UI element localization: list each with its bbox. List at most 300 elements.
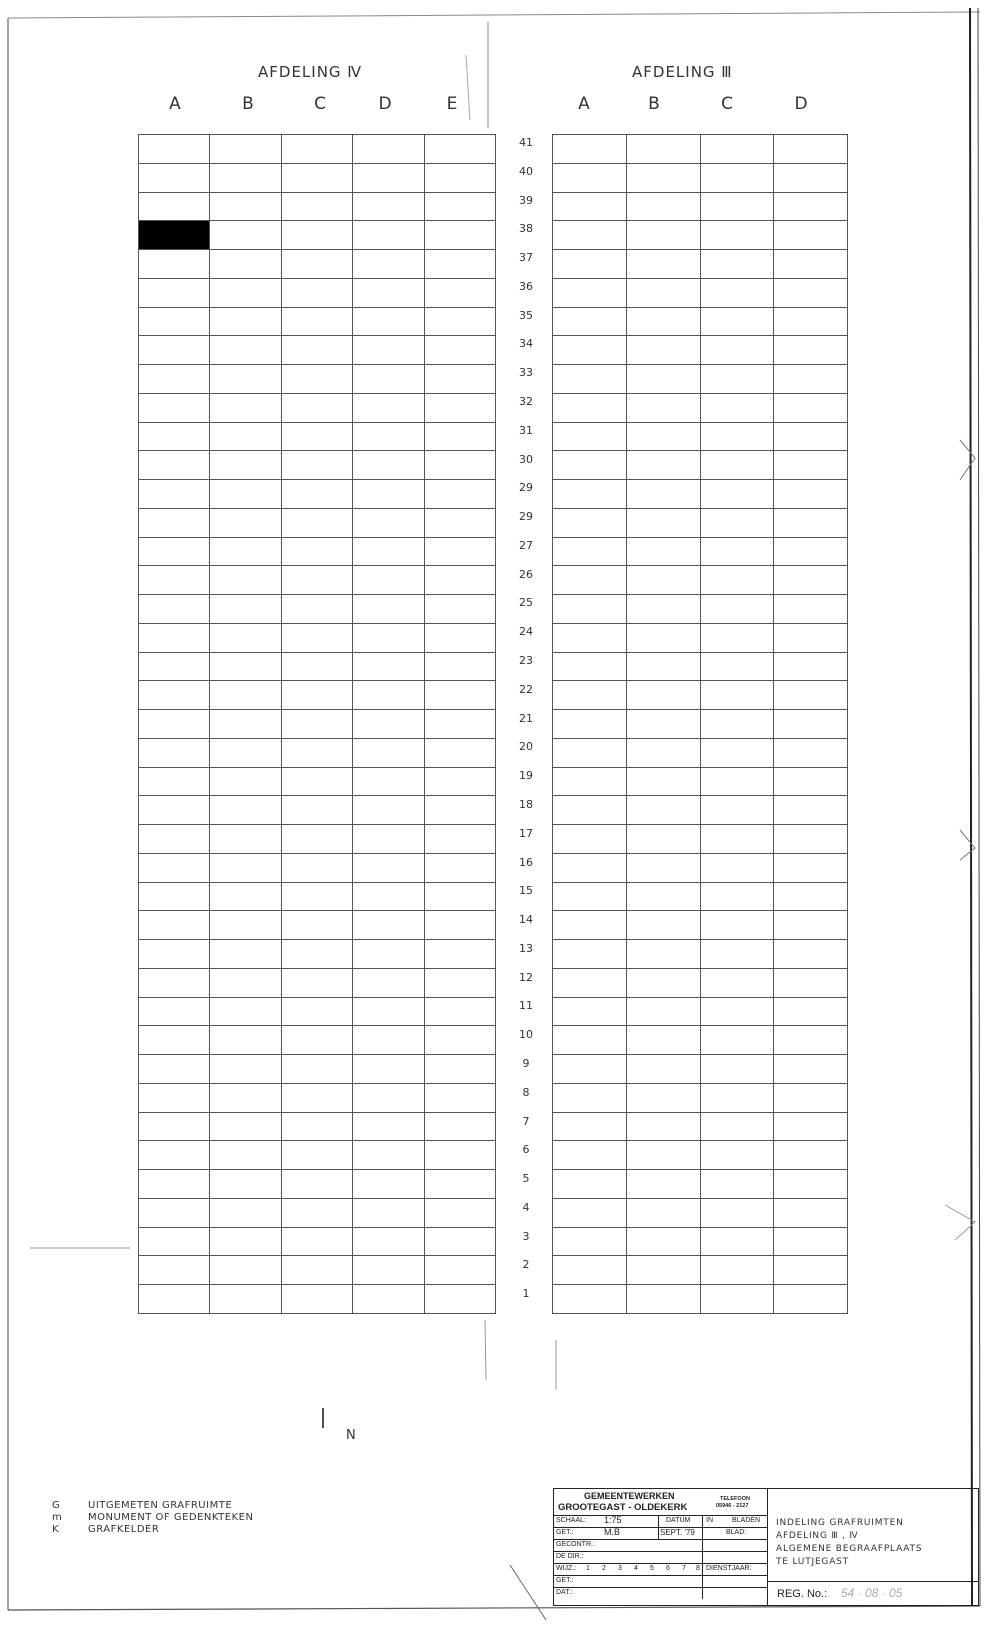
grave-plot[interactable] bbox=[281, 1141, 352, 1170]
grave-plot[interactable] bbox=[774, 135, 848, 164]
grave-plot[interactable] bbox=[281, 1285, 352, 1314]
grave-plot[interactable] bbox=[353, 997, 424, 1026]
grave-plot[interactable] bbox=[700, 221, 774, 250]
grave-plot[interactable] bbox=[424, 796, 495, 825]
grave-plot[interactable] bbox=[700, 940, 774, 969]
grave-plot[interactable] bbox=[626, 623, 700, 652]
grave-plot[interactable] bbox=[774, 163, 848, 192]
grave-plot[interactable] bbox=[553, 422, 627, 451]
grave-plot[interactable] bbox=[553, 250, 627, 279]
grave-plot[interactable] bbox=[626, 1170, 700, 1199]
grave-plot[interactable] bbox=[700, 825, 774, 854]
grave-plot[interactable] bbox=[700, 1026, 774, 1055]
grave-plot[interactable] bbox=[626, 968, 700, 997]
grave-plot[interactable] bbox=[139, 278, 210, 307]
grave-plot[interactable] bbox=[353, 1112, 424, 1141]
grave-plot[interactable] bbox=[553, 767, 627, 796]
grave-plot[interactable] bbox=[281, 1227, 352, 1256]
grave-plot[interactable] bbox=[774, 307, 848, 336]
grave-plot[interactable] bbox=[774, 652, 848, 681]
grave-plot[interactable] bbox=[424, 278, 495, 307]
grave-plot[interactable] bbox=[700, 250, 774, 279]
grave-plot[interactable] bbox=[353, 853, 424, 882]
grave-plot[interactable] bbox=[424, 250, 495, 279]
grave-plot[interactable] bbox=[700, 1112, 774, 1141]
grave-plot[interactable] bbox=[424, 997, 495, 1026]
grave-plot[interactable] bbox=[553, 1285, 627, 1314]
grave-plot[interactable] bbox=[700, 1285, 774, 1314]
grave-plot[interactable] bbox=[353, 135, 424, 164]
grave-plot[interactable] bbox=[353, 1227, 424, 1256]
grave-plot[interactable] bbox=[353, 393, 424, 422]
grave-plot[interactable] bbox=[626, 422, 700, 451]
grave-plot[interactable] bbox=[424, 710, 495, 739]
grave-plot[interactable] bbox=[281, 480, 352, 509]
grave-plot[interactable] bbox=[424, 307, 495, 336]
grave-plot[interactable] bbox=[700, 1170, 774, 1199]
grave-plot[interactable] bbox=[353, 767, 424, 796]
grave-plot[interactable] bbox=[139, 796, 210, 825]
grave-plot[interactable] bbox=[139, 940, 210, 969]
grave-plot[interactable] bbox=[626, 163, 700, 192]
grave-plot[interactable] bbox=[424, 652, 495, 681]
grave-plot[interactable] bbox=[553, 307, 627, 336]
grave-plot[interactable] bbox=[774, 1026, 848, 1055]
grave-plot[interactable] bbox=[626, 796, 700, 825]
grave-plot[interactable] bbox=[353, 566, 424, 595]
grave-plot[interactable] bbox=[626, 1083, 700, 1112]
grave-plot[interactable] bbox=[774, 1227, 848, 1256]
grave-plot[interactable] bbox=[424, 365, 495, 394]
grave-plot[interactable] bbox=[626, 825, 700, 854]
grave-plot[interactable] bbox=[353, 825, 424, 854]
grave-plot[interactable] bbox=[353, 968, 424, 997]
grave-plot[interactable] bbox=[139, 480, 210, 509]
grave-plot[interactable] bbox=[353, 221, 424, 250]
grave-plot[interactable] bbox=[626, 1026, 700, 1055]
grave-plot[interactable] bbox=[210, 336, 281, 365]
grave-plot[interactable] bbox=[700, 1141, 774, 1170]
grave-plot[interactable] bbox=[353, 422, 424, 451]
grave-plot[interactable] bbox=[553, 911, 627, 940]
grave-plot[interactable] bbox=[626, 566, 700, 595]
grave-plot[interactable] bbox=[353, 595, 424, 624]
grave-plot[interactable] bbox=[353, 1256, 424, 1285]
grave-plot[interactable] bbox=[424, 681, 495, 710]
grave-plot[interactable] bbox=[281, 566, 352, 595]
grave-plot[interactable] bbox=[281, 1026, 352, 1055]
grave-plot[interactable] bbox=[210, 393, 281, 422]
grave-plot[interactable] bbox=[139, 623, 210, 652]
grave-plot[interactable] bbox=[353, 537, 424, 566]
grave-plot[interactable] bbox=[700, 710, 774, 739]
grave-plot[interactable] bbox=[281, 1083, 352, 1112]
grave-plot[interactable] bbox=[210, 1285, 281, 1314]
grave-plot[interactable] bbox=[281, 997, 352, 1026]
grave-plot[interactable] bbox=[353, 508, 424, 537]
grave-plot[interactable] bbox=[553, 508, 627, 537]
grave-plot[interactable] bbox=[210, 882, 281, 911]
grave-plot[interactable] bbox=[424, 480, 495, 509]
grave-plot[interactable] bbox=[626, 451, 700, 480]
grave-plot[interactable] bbox=[774, 336, 848, 365]
grave-plot[interactable] bbox=[210, 997, 281, 1026]
grave-plot[interactable] bbox=[553, 940, 627, 969]
grave-plot[interactable] bbox=[210, 278, 281, 307]
grave-plot[interactable] bbox=[281, 853, 352, 882]
grave-plot[interactable] bbox=[139, 1026, 210, 1055]
grave-plot[interactable] bbox=[139, 566, 210, 595]
grave-plot[interactable] bbox=[700, 1083, 774, 1112]
grave-plot[interactable] bbox=[774, 192, 848, 221]
grave-plot[interactable] bbox=[424, 968, 495, 997]
grave-plot[interactable] bbox=[424, 1256, 495, 1285]
grave-plot[interactable] bbox=[210, 508, 281, 537]
grave-plot[interactable] bbox=[553, 365, 627, 394]
grave-plot[interactable] bbox=[774, 365, 848, 394]
grave-plot[interactable] bbox=[139, 307, 210, 336]
grave-plot[interactable] bbox=[424, 825, 495, 854]
grave-plot[interactable] bbox=[210, 451, 281, 480]
grave-plot[interactable] bbox=[210, 135, 281, 164]
grave-plot[interactable] bbox=[774, 681, 848, 710]
grave-plot[interactable] bbox=[210, 537, 281, 566]
grave-plot[interactable] bbox=[139, 1198, 210, 1227]
grave-plot[interactable] bbox=[774, 796, 848, 825]
grave-plot[interactable] bbox=[553, 652, 627, 681]
grave-plot[interactable] bbox=[424, 738, 495, 767]
grave-plot[interactable] bbox=[553, 710, 627, 739]
grave-plot[interactable] bbox=[281, 1198, 352, 1227]
grave-plot[interactable] bbox=[281, 940, 352, 969]
grave-plot[interactable] bbox=[210, 595, 281, 624]
grave-plot[interactable] bbox=[553, 1112, 627, 1141]
grave-plot[interactable] bbox=[626, 911, 700, 940]
grave-plot[interactable] bbox=[139, 681, 210, 710]
grave-plot[interactable] bbox=[281, 163, 352, 192]
grave-plot[interactable] bbox=[700, 278, 774, 307]
grave-plot[interactable] bbox=[700, 365, 774, 394]
grave-plot[interactable] bbox=[553, 853, 627, 882]
grave-plot[interactable] bbox=[281, 1170, 352, 1199]
grave-plot[interactable] bbox=[774, 825, 848, 854]
grave-plot[interactable] bbox=[774, 221, 848, 250]
grave-plot[interactable] bbox=[210, 652, 281, 681]
grave-plot[interactable] bbox=[210, 911, 281, 940]
grave-plot[interactable] bbox=[139, 1170, 210, 1199]
grave-plot[interactable] bbox=[626, 537, 700, 566]
grave-plot[interactable] bbox=[774, 422, 848, 451]
grave-plot[interactable] bbox=[626, 508, 700, 537]
grave-plot[interactable] bbox=[774, 1285, 848, 1314]
grave-plot[interactable] bbox=[626, 652, 700, 681]
grave-plot[interactable] bbox=[553, 221, 627, 250]
grave-plot[interactable] bbox=[774, 968, 848, 997]
grave-plot[interactable] bbox=[424, 1170, 495, 1199]
grave-plot[interactable] bbox=[553, 278, 627, 307]
grave-plot[interactable] bbox=[139, 710, 210, 739]
grave-plot[interactable] bbox=[281, 135, 352, 164]
grave-plot[interactable] bbox=[139, 508, 210, 537]
grave-plot[interactable] bbox=[424, 1026, 495, 1055]
grave-plot[interactable] bbox=[281, 422, 352, 451]
grave-plot[interactable] bbox=[353, 796, 424, 825]
grave-plot[interactable] bbox=[774, 393, 848, 422]
grave-plot[interactable] bbox=[424, 1055, 495, 1084]
grave-plot[interactable] bbox=[424, 1227, 495, 1256]
grave-plot[interactable] bbox=[281, 710, 352, 739]
grave-plot[interactable] bbox=[139, 1141, 210, 1170]
grave-plot[interactable] bbox=[553, 681, 627, 710]
grave-plot[interactable] bbox=[281, 250, 352, 279]
grave-plot-occupied[interactable] bbox=[139, 221, 210, 250]
grave-plot[interactable] bbox=[700, 135, 774, 164]
grave-plot[interactable] bbox=[553, 1083, 627, 1112]
grave-plot[interactable] bbox=[424, 508, 495, 537]
grave-plot[interactable] bbox=[353, 1170, 424, 1199]
grave-plot[interactable] bbox=[774, 1055, 848, 1084]
grave-plot[interactable] bbox=[353, 336, 424, 365]
grave-plot[interactable] bbox=[139, 652, 210, 681]
grave-plot[interactable] bbox=[139, 336, 210, 365]
grave-plot[interactable] bbox=[553, 1256, 627, 1285]
grave-plot[interactable] bbox=[281, 192, 352, 221]
grave-plot[interactable] bbox=[139, 537, 210, 566]
grave-plot[interactable] bbox=[774, 940, 848, 969]
grave-plot[interactable] bbox=[774, 710, 848, 739]
grave-plot[interactable] bbox=[553, 738, 627, 767]
grave-plot[interactable] bbox=[353, 1141, 424, 1170]
grave-plot[interactable] bbox=[210, 1083, 281, 1112]
grave-plot[interactable] bbox=[774, 1141, 848, 1170]
grave-plot[interactable] bbox=[281, 336, 352, 365]
grave-plot[interactable] bbox=[210, 1026, 281, 1055]
grave-plot[interactable] bbox=[553, 1141, 627, 1170]
grave-plot[interactable] bbox=[139, 163, 210, 192]
grave-plot[interactable] bbox=[626, 192, 700, 221]
grave-plot[interactable] bbox=[424, 566, 495, 595]
grave-plot[interactable] bbox=[700, 652, 774, 681]
grave-plot[interactable] bbox=[424, 537, 495, 566]
grave-plot[interactable] bbox=[353, 1026, 424, 1055]
grave-plot[interactable] bbox=[774, 480, 848, 509]
grave-plot[interactable] bbox=[281, 595, 352, 624]
grave-plot[interactable] bbox=[139, 825, 210, 854]
grave-plot[interactable] bbox=[424, 135, 495, 164]
grave-plot[interactable] bbox=[700, 911, 774, 940]
grave-plot[interactable] bbox=[281, 623, 352, 652]
grave-plot[interactable] bbox=[353, 623, 424, 652]
grave-plot[interactable] bbox=[626, 250, 700, 279]
grave-plot[interactable] bbox=[774, 853, 848, 882]
grave-plot[interactable] bbox=[700, 997, 774, 1026]
grave-plot[interactable] bbox=[626, 393, 700, 422]
grave-plot[interactable] bbox=[353, 1083, 424, 1112]
grave-plot[interactable] bbox=[424, 451, 495, 480]
grave-plot[interactable] bbox=[774, 1083, 848, 1112]
grave-plot[interactable] bbox=[281, 968, 352, 997]
grave-plot[interactable] bbox=[353, 307, 424, 336]
grave-plot[interactable] bbox=[210, 1112, 281, 1141]
grave-plot[interactable] bbox=[700, 738, 774, 767]
grave-plot[interactable] bbox=[210, 307, 281, 336]
grave-plot[interactable] bbox=[700, 537, 774, 566]
grave-plot[interactable] bbox=[553, 825, 627, 854]
grave-plot[interactable] bbox=[700, 882, 774, 911]
grave-plot[interactable] bbox=[210, 192, 281, 221]
grave-plot[interactable] bbox=[281, 508, 352, 537]
grave-plot[interactable] bbox=[626, 853, 700, 882]
grave-plot[interactable] bbox=[626, 336, 700, 365]
grave-plot[interactable] bbox=[774, 250, 848, 279]
grave-plot[interactable] bbox=[139, 1083, 210, 1112]
grave-plot[interactable] bbox=[700, 853, 774, 882]
grave-plot[interactable] bbox=[424, 221, 495, 250]
grave-plot[interactable] bbox=[553, 393, 627, 422]
grave-plot[interactable] bbox=[700, 1227, 774, 1256]
grave-plot[interactable] bbox=[424, 192, 495, 221]
grave-plot[interactable] bbox=[626, 307, 700, 336]
grave-plot[interactable] bbox=[700, 1198, 774, 1227]
grave-plot[interactable] bbox=[210, 365, 281, 394]
grave-plot[interactable] bbox=[626, 1055, 700, 1084]
grave-plot[interactable] bbox=[281, 652, 352, 681]
grave-plot[interactable] bbox=[774, 566, 848, 595]
grave-plot[interactable] bbox=[424, 1141, 495, 1170]
grave-plot[interactable] bbox=[553, 997, 627, 1026]
grave-plot[interactable] bbox=[626, 480, 700, 509]
grave-plot[interactable] bbox=[353, 710, 424, 739]
grave-plot[interactable] bbox=[353, 250, 424, 279]
grave-plot[interactable] bbox=[281, 1256, 352, 1285]
grave-plot[interactable] bbox=[210, 422, 281, 451]
grave-plot[interactable] bbox=[626, 595, 700, 624]
grave-plot[interactable] bbox=[553, 1198, 627, 1227]
grave-plot[interactable] bbox=[139, 365, 210, 394]
grave-plot[interactable] bbox=[210, 480, 281, 509]
grave-plot[interactable] bbox=[626, 738, 700, 767]
grave-plot[interactable] bbox=[353, 652, 424, 681]
grave-plot[interactable] bbox=[553, 796, 627, 825]
grave-plot[interactable] bbox=[626, 1227, 700, 1256]
grave-plot[interactable] bbox=[626, 135, 700, 164]
grave-plot[interactable] bbox=[774, 882, 848, 911]
grave-plot[interactable] bbox=[139, 968, 210, 997]
grave-plot[interactable] bbox=[139, 1285, 210, 1314]
grave-plot[interactable] bbox=[424, 853, 495, 882]
grave-plot[interactable] bbox=[626, 278, 700, 307]
grave-plot[interactable] bbox=[353, 882, 424, 911]
grave-plot[interactable] bbox=[553, 537, 627, 566]
grave-plot[interactable] bbox=[700, 192, 774, 221]
grave-plot[interactable] bbox=[210, 710, 281, 739]
grave-plot[interactable] bbox=[424, 1198, 495, 1227]
grave-plot[interactable] bbox=[700, 968, 774, 997]
grave-plot[interactable] bbox=[700, 163, 774, 192]
grave-plot[interactable] bbox=[774, 537, 848, 566]
grave-plot[interactable] bbox=[139, 1256, 210, 1285]
grave-plot[interactable] bbox=[210, 221, 281, 250]
grave-plot[interactable] bbox=[700, 508, 774, 537]
grave-plot[interactable] bbox=[626, 997, 700, 1026]
grave-plot[interactable] bbox=[281, 278, 352, 307]
grave-plot[interactable] bbox=[281, 911, 352, 940]
grave-plot[interactable] bbox=[353, 1285, 424, 1314]
grave-plot[interactable] bbox=[774, 738, 848, 767]
grave-plot[interactable] bbox=[626, 1256, 700, 1285]
grave-plot[interactable] bbox=[626, 940, 700, 969]
grave-plot[interactable] bbox=[139, 911, 210, 940]
grave-plot[interactable] bbox=[210, 163, 281, 192]
grave-plot[interactable] bbox=[700, 566, 774, 595]
grave-plot[interactable] bbox=[139, 595, 210, 624]
grave-plot[interactable] bbox=[139, 451, 210, 480]
grave-plot[interactable] bbox=[626, 710, 700, 739]
grave-plot[interactable] bbox=[626, 1112, 700, 1141]
grave-plot[interactable] bbox=[353, 738, 424, 767]
grave-plot[interactable] bbox=[353, 940, 424, 969]
grave-plot[interactable] bbox=[700, 623, 774, 652]
grave-plot[interactable] bbox=[139, 738, 210, 767]
grave-plot[interactable] bbox=[774, 278, 848, 307]
grave-plot[interactable] bbox=[424, 163, 495, 192]
grave-plot[interactable] bbox=[353, 681, 424, 710]
grave-plot[interactable] bbox=[626, 221, 700, 250]
grave-plot[interactable] bbox=[774, 1256, 848, 1285]
grave-plot[interactable] bbox=[139, 1055, 210, 1084]
grave-plot[interactable] bbox=[139, 1112, 210, 1141]
grave-plot[interactable] bbox=[700, 422, 774, 451]
grave-plot[interactable] bbox=[700, 767, 774, 796]
grave-plot[interactable] bbox=[553, 566, 627, 595]
grave-plot[interactable] bbox=[281, 882, 352, 911]
grave-plot[interactable] bbox=[774, 451, 848, 480]
grave-plot[interactable] bbox=[774, 911, 848, 940]
grave-plot[interactable] bbox=[139, 135, 210, 164]
grave-plot[interactable] bbox=[424, 422, 495, 451]
grave-plot[interactable] bbox=[139, 250, 210, 279]
grave-plot[interactable] bbox=[281, 221, 352, 250]
grave-plot[interactable] bbox=[424, 940, 495, 969]
grave-plot[interactable] bbox=[424, 767, 495, 796]
grave-plot[interactable] bbox=[553, 135, 627, 164]
grave-plot[interactable] bbox=[424, 1112, 495, 1141]
grave-plot[interactable] bbox=[626, 882, 700, 911]
grave-plot[interactable] bbox=[774, 623, 848, 652]
grave-plot[interactable] bbox=[700, 336, 774, 365]
grave-plot[interactable] bbox=[210, 940, 281, 969]
grave-plot[interactable] bbox=[700, 307, 774, 336]
grave-plot[interactable] bbox=[553, 336, 627, 365]
grave-plot[interactable] bbox=[353, 911, 424, 940]
grave-plot[interactable] bbox=[626, 1141, 700, 1170]
grave-plot[interactable] bbox=[210, 825, 281, 854]
grave-plot[interactable] bbox=[553, 595, 627, 624]
grave-plot[interactable] bbox=[553, 882, 627, 911]
grave-plot[interactable] bbox=[553, 968, 627, 997]
grave-plot[interactable] bbox=[774, 767, 848, 796]
grave-plot[interactable] bbox=[553, 163, 627, 192]
grave-plot[interactable] bbox=[424, 1285, 495, 1314]
grave-plot[interactable] bbox=[281, 451, 352, 480]
grave-plot[interactable] bbox=[353, 278, 424, 307]
grave-plot[interactable] bbox=[424, 623, 495, 652]
grave-plot[interactable] bbox=[424, 911, 495, 940]
grave-plot[interactable] bbox=[139, 853, 210, 882]
grave-plot[interactable] bbox=[626, 681, 700, 710]
grave-plot[interactable] bbox=[353, 192, 424, 221]
grave-plot[interactable] bbox=[700, 451, 774, 480]
